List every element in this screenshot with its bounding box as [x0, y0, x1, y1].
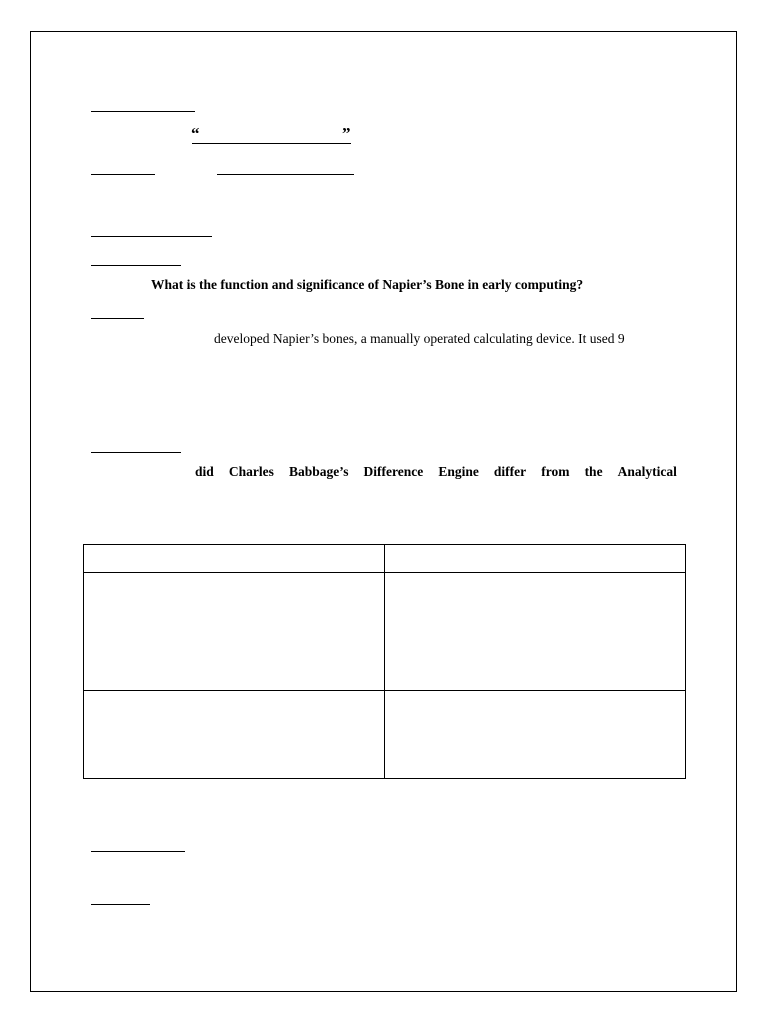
table-cell — [385, 545, 686, 573]
title-close-quote: ” — [342, 124, 351, 143]
blank-line-answer-1-label — [91, 318, 144, 319]
question-2-word: Analytical — [617, 464, 677, 479]
question-2-word: the — [584, 464, 603, 479]
table-cell — [84, 691, 385, 779]
question-2-word: Babbage’s — [288, 464, 349, 479]
comparison-table — [83, 544, 686, 779]
blank-line-name-label — [91, 174, 155, 175]
table-row — [84, 573, 686, 691]
question-1-text: What is the function and significance of Napier’s Bone in early computing? — [151, 277, 584, 292]
question-2-word: from — [541, 464, 570, 479]
blank-line-title — [192, 143, 351, 144]
blank-line-bottom-label — [91, 904, 150, 905]
table-cell — [84, 545, 385, 573]
blank-line-name-value — [217, 174, 354, 175]
blank-line-question-2-label — [91, 452, 181, 453]
table-cell — [84, 573, 385, 691]
table-header-row — [84, 545, 686, 573]
answer-1-text: developed Napier’s bones, a manually operated calculating device. It used 9 — [214, 331, 625, 346]
blank-line-section-heading — [91, 236, 212, 237]
question-2-text — [195, 464, 677, 480]
blank-line-bottom-heading — [91, 851, 185, 852]
question-2-word: differ — [493, 464, 527, 479]
question-2-word: Charles — [228, 464, 274, 479]
blank-line-question-1-label — [91, 265, 181, 266]
blank-line-heading — [91, 111, 195, 112]
question-2-word: Difference — [363, 464, 424, 479]
title-open-quote: “ — [191, 124, 200, 143]
question-2-word: did — [195, 464, 214, 479]
table-row — [84, 691, 686, 779]
table-cell — [385, 573, 686, 691]
question-2-word: Engine — [438, 464, 479, 479]
page-border — [30, 31, 737, 992]
table-cell — [385, 691, 686, 779]
